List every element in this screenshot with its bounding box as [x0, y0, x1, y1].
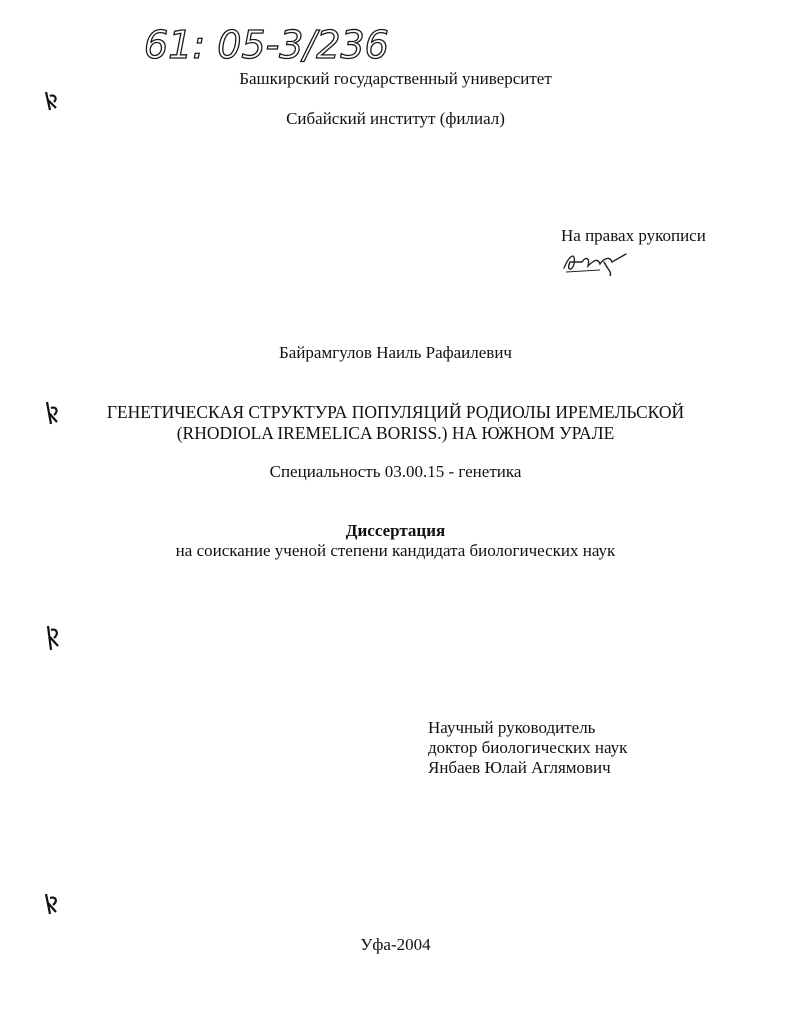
handwritten-number-text: 61: 05-3/236: [144, 23, 389, 67]
thesis-title-line-1: ГЕНЕТИЧЕСКАЯ СТРУКТУРА ПОПУЛЯЦИЙ РОДИОЛЫ ИРЕМЕЛЬСКОЙ: [106, 402, 685, 422]
thesis-title-line-2: (RHODIOLA IREMELICA BORISS.) НА ЮЖНОМ УРАЛЕ: [176, 423, 615, 443]
advisor-role: Научный руководитель: [428, 718, 596, 737]
institute-name: Сибайский институт (филиал): [286, 109, 505, 128]
advisor-degree: доктор биологических наук: [428, 738, 628, 757]
margin-mark-icon: [38, 888, 64, 918]
city-year: Уфа-2004: [360, 935, 431, 954]
margin-mark-icon: [38, 622, 64, 652]
degree-line: на соискание ученой степени кандидата биологических наук: [175, 541, 616, 560]
university-name: Башкирский государственный университет: [239, 69, 552, 88]
author-name: Байрамгулов Наиль Рафаилевич: [279, 343, 512, 362]
dissertation-label: Диссертация: [345, 521, 446, 540]
specialty: Специальность 03.00.15 - генетика: [269, 462, 522, 481]
author-signature: [560, 246, 632, 276]
handwritten-archive-number: [140, 14, 410, 70]
manuscript-rights-label: На правах рукописи: [561, 226, 706, 245]
margin-mark-icon: [38, 398, 64, 428]
advisor-name: Янбаев Юлай Аглямович: [428, 758, 611, 777]
margin-mark-icon: [38, 86, 64, 116]
